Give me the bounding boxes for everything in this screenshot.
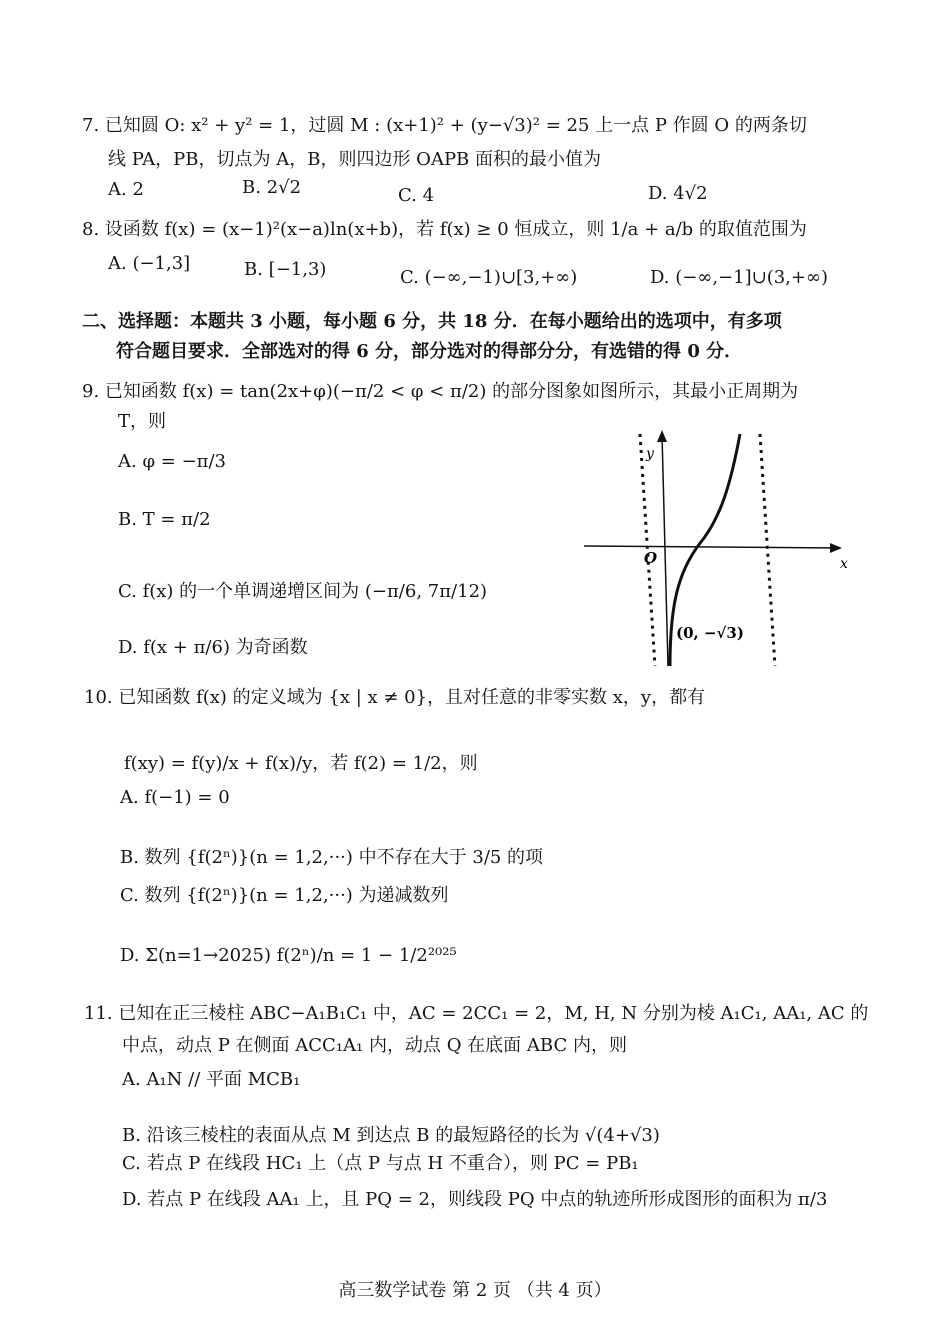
q9-option-d: D. f(x + π/6) 为奇函数 (118, 637, 308, 658)
q11-option-d: D. 若点 P 在线段 AA₁ 上，且 PQ = 2，则线段 PQ 中点的轨迹所形成图形的面积为 π/3 (122, 1189, 828, 1210)
graph-x-label: x (840, 556, 848, 572)
q10-option-c: C. 数列 {f(2ⁿ)}(n = 1,2,···) 为递减数列 (120, 885, 449, 906)
q11-option-a: A. A₁N // 平面 MCB₁ (122, 1069, 301, 1090)
graph-origin-label: O (644, 549, 658, 567)
q8-option-d: D. (−∞,−1]∪(3,+∞) (650, 267, 828, 288)
q9-tangent-graph (580, 428, 860, 674)
q9-option-b: B. T = π/2 (118, 509, 211, 530)
y-axis (662, 434, 668, 666)
q7-option-b: B. 2√2 (242, 177, 302, 198)
q11-stem-line2: 中点，动点 P 在侧面 ACC₁A₁ 内，动点 Q 在底面 ABC 内，则 (122, 1035, 627, 1056)
q7-option-d: D. 4√2 (648, 183, 708, 204)
asymptote-right (760, 434, 775, 666)
q10-option-a: A. f(−1) = 0 (120, 787, 230, 808)
page-footer: 高三数学试卷 第 2 页 （共 4 页） (338, 1280, 612, 1301)
q7-stem-line2: 线 PA，PB，切点为 A，B，则四边形 OAPB 面积的最小值为 (108, 149, 602, 170)
q7-option-a: A. 2 (108, 179, 144, 200)
q9-stem-line2: T，则 (118, 411, 167, 432)
graph-point-label: (0, −√3) (676, 624, 744, 642)
section2-heading-line2: 符合题目要求．全部选对的得 6 分，部分选对的得部分分，有选错的得 0 分． (116, 341, 743, 362)
q11-stem-line1: 11. 已知在正三棱柱 ABC−A₁B₁C₁ 中，AC = 2CC₁ = 2，M, H, N 分别为棱 A₁C₁, AA₁, AC 的 (84, 1003, 869, 1024)
q7-option-c: C. 4 (398, 185, 435, 206)
q8-option-a: A. (−1,3] (108, 253, 191, 274)
q8-option-c: C. (−∞,−1)∪[3,+∞) (400, 267, 578, 288)
graph-y-label: y (646, 446, 654, 462)
q9-option-a: A. φ = −π/3 (118, 451, 226, 472)
x-axis-arrow (830, 543, 842, 553)
q7-stem-line1: 7. 已知圆 O: x² + y² = 1，过圆 M : (x+1)² + (y−√3)² = 25 上一点 P 作圆 O 的两条切 (82, 115, 807, 136)
q9-option-c: C. f(x) 的一个单调递增区间为 (−π/6, 7π/12) (118, 581, 488, 602)
section2-heading-line1: 二、选择题：本题共 3 小题，每小题 6 分，共 18 分．在每小题给出的选项中，有多项 (82, 311, 782, 332)
q11-option-c: C. 若点 P 在线段 HC₁ 上（点 P 与点 H 不重合），则 PC = PB₁ (122, 1153, 639, 1174)
q11-option-b: B. 沿该三棱柱的表面从点 M 到达点 B 的最短路径的长为 √(4+√3) (122, 1125, 660, 1146)
q8-option-b: B. [−1,3) (244, 259, 327, 280)
q9-stem-line1: 9. 已知函数 f(x) = tan(2x+φ)(−π/2 < φ < π/2) 的部分图象如图所示，其最小正周期为 (82, 381, 799, 402)
q10-stem-line2: f(xy) = f(y)/x + f(x)/y，若 f(2) = 1/2，则 (124, 753, 478, 774)
x-axis (584, 546, 840, 548)
q10-stem-line1: 10. 已知函数 f(x) 的定义域为 {x | x ≠ 0}，且对任意的非零实数 x，y，都有 (84, 687, 706, 708)
q10-option-d: D. Σ(n=1→2025) f(2ⁿ)/n = 1 − 1/2²⁰²⁵ (120, 945, 457, 966)
q10-option-b: B. 数列 {f(2ⁿ)}(n = 1,2,···) 中不存在大于 3/5 的项 (120, 847, 544, 868)
y-axis-arrow (657, 430, 667, 442)
q8-stem: 8. 设函数 f(x) = (x−1)²(x−a)ln(x+b)，若 f(x) ≥ 0 恒成立，则 1/a + a/b 的取值范围为 (82, 219, 807, 240)
